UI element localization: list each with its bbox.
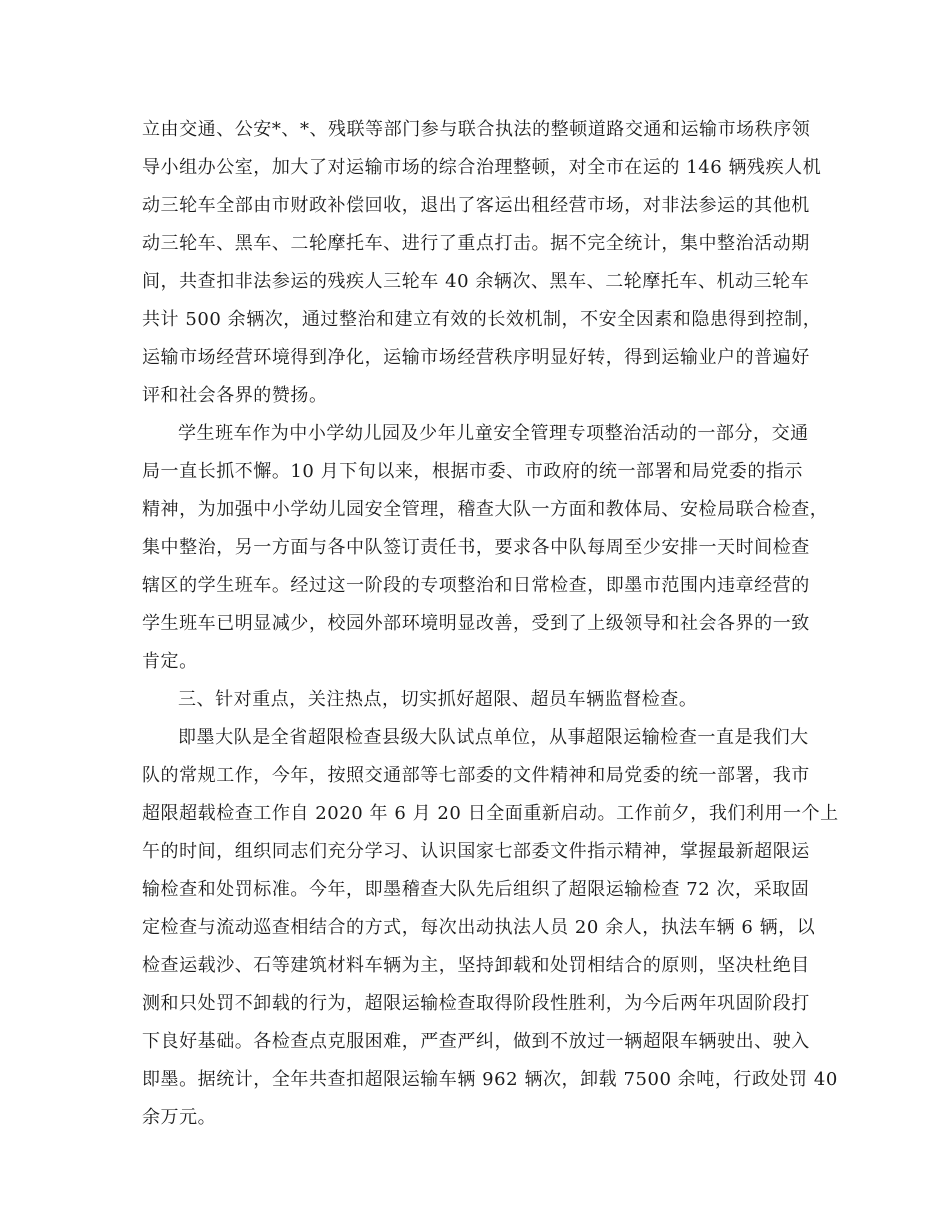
text-line: 学生班车已明显减少，校园外部环境明显改善，受到了上级领导和社会各界的一致 bbox=[142, 613, 810, 634]
text-line: 立由交通、公安*、*、残联等部门参与联合执法的整顿道路交通和运输市场秩序领 bbox=[142, 119, 811, 140]
text-line: 午的时间，组织同志们充分学习、认识国家七部委文件指示精神，掌握最新超限运 bbox=[142, 841, 810, 862]
text-line: 导小组办公室，加大了对运输市场的综合治理整顿，对全市在运的 146 辆残疾人机 bbox=[142, 157, 822, 178]
text-line: 精神，为加强中小学幼儿园安全管理，稽查大队一方面和教体局、安检局联合检查， bbox=[142, 499, 829, 520]
text-line: 共计 500 余辆次，通过整治和建立有效的长效机制，不安全因素和隐患得到控制， bbox=[142, 309, 822, 330]
text-line: 运输市场经营环境得到净化，运输市场经营秩序明显好转，得到运输业户的普遍好 bbox=[142, 347, 810, 368]
text-line: 输检查和处罚标准。今年，即墨稽查大队先后组织了超限运输检查 72 次，采取固 bbox=[142, 879, 810, 900]
text-line: 评和社会各界的赞扬。 bbox=[142, 385, 328, 406]
text-line: 动三轮车全部由市财政补偿回收，退出了客运出租经营市场，对非法参运的其他机 bbox=[142, 195, 810, 216]
text-line: 检查运载沙、石等建筑材料车辆为主，坚持卸载和处罚相结合的原则，坚决杜绝目 bbox=[142, 955, 810, 976]
text-line: 集中整治，另一方面与各中队签订责任书，要求各中队每周至少安排一天时间检查 bbox=[142, 537, 810, 558]
text-line: 动三轮车、黑车、二轮摩托车、进行了重点打击。据不完全统计，集中整治活动期 bbox=[142, 233, 810, 254]
text-line: 学生班车作为中小学幼儿园及少年儿童安全管理专项整治活动的一部分，交通 bbox=[178, 423, 809, 444]
text-line: 间，共查扣非法参运的残疾人三轮车 40 余辆次、黑车、二轮摩托车、机动三轮车 bbox=[142, 271, 810, 292]
text-line: 即墨。据统计，全年共查扣超限运输车辆 962 辆次，卸载 7500 余吨，行政处罚 40 bbox=[142, 1069, 838, 1090]
text-line: 下良好基础。各检查点克服困难，严查严纠，做到不放过一辆超限车辆驶出、驶入 bbox=[142, 1031, 810, 1052]
text-line: 局一直长抓不懈。10 月下旬以来，根据市委、市政府的统一部署和局党委的指示 bbox=[142, 461, 803, 482]
text-line: 测和只处罚不卸载的行为，超限运输检查取得阶段性胜利，为今后两年巩固阶段打 bbox=[142, 993, 810, 1014]
text-line: 余万元。 bbox=[142, 1107, 217, 1128]
text-line: 定检查与流动巡查相结合的方式，每次出动执法人员 20 余人，执法车辆 6 辆，以 bbox=[142, 917, 816, 938]
text-line: 即墨大队是全省超限检查县级大队试点单位，从事超限运输检查一直是我们大 bbox=[178, 727, 809, 748]
text-line: 肯定。 bbox=[142, 651, 198, 672]
text-line: 超限超载检查工作自 2020 年 6 月 20 日全面重新启动。工作前夕，我们利用一个上 bbox=[142, 803, 839, 824]
section-heading: 三、针对重点，关注热点，切实抓好超限、超员车辆监督检查。 bbox=[178, 689, 698, 710]
text-line: 队的常规工作，今年，按照交通部等七部委的文件精神和局党委的统一部署，我市 bbox=[142, 765, 810, 786]
text-line: 辖区的学生班车。经过这一阶段的专项整治和日常检查，即墨市范围内违章经营的 bbox=[142, 575, 810, 596]
